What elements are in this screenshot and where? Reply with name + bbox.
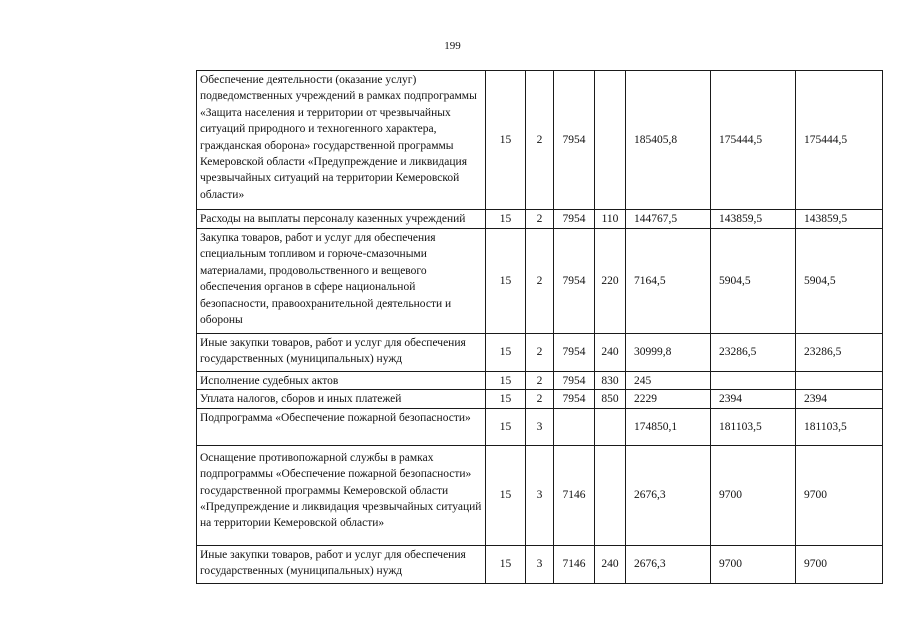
section-code: 15 xyxy=(486,408,526,445)
expense-type-code xyxy=(595,408,626,445)
section-code: 15 xyxy=(486,71,526,210)
section-code: 15 xyxy=(486,334,526,372)
amount-year-1: 185405,8 xyxy=(626,71,711,210)
amount-year-2: 9700 xyxy=(711,545,796,583)
section-code: 15 xyxy=(486,372,526,390)
table-row xyxy=(197,445,883,545)
table-row xyxy=(197,545,883,583)
subsection-code: 2 xyxy=(526,390,554,408)
amount-year-2: 2394 xyxy=(711,390,796,408)
expense-type-code: 240 xyxy=(595,334,626,372)
amount-year-3: 175444,5 xyxy=(796,71,883,210)
table-row xyxy=(197,372,883,390)
target-code: 7954 xyxy=(554,210,595,229)
amount-year-1: 245 xyxy=(626,372,711,390)
amount-year-3: 5904,5 xyxy=(796,229,883,334)
target-code: 7146 xyxy=(554,445,595,545)
row-name: Обеспечение деятельности (оказание услуг) подведомственных учреждений в рамках подпрограммы «Защита населения и территории от чрезвычайных ситуаций природного и техногенного характера, гражданская оборона» государственной программы Кемеровской области «Предупреждение и ликвидация чрезвычайных ситуаций на территории Кемеровской области» xyxy=(197,71,486,210)
subsection-code: 3 xyxy=(526,445,554,545)
expense-type-code: 240 xyxy=(595,545,626,583)
section-code: 15 xyxy=(486,390,526,408)
table-row xyxy=(197,71,883,210)
table-row xyxy=(197,210,883,229)
table-row xyxy=(197,334,883,372)
amount-year-2: 9700 xyxy=(711,445,796,545)
subsection-code: 3 xyxy=(526,408,554,445)
amount-year-1: 2229 xyxy=(626,390,711,408)
page-number: 199 xyxy=(444,40,461,52)
target-code: 7954 xyxy=(554,334,595,372)
amount-year-1: 174850,1 xyxy=(626,408,711,445)
subsection-code: 3 xyxy=(526,545,554,583)
row-name: Оснащение противопожарной службы в рамках подпрограммы «Обеспечение пожарной безопасности» государственной программы Кемеровской области «Предупреждение и ликвидация чрезвычайных ситуаций на территории Кемеровской области» xyxy=(197,445,486,545)
amount-year-3: 181103,5 xyxy=(796,408,883,445)
amount-year-3: 9700 xyxy=(796,545,883,583)
row-name: Уплата налогов, сборов и иных платежей xyxy=(197,390,486,408)
amount-year-2 xyxy=(711,372,796,390)
target-code: 7146 xyxy=(554,545,595,583)
section-code: 15 xyxy=(486,210,526,229)
expense-type-code: 850 xyxy=(595,390,626,408)
subsection-code: 2 xyxy=(526,210,554,229)
target-code: 7954 xyxy=(554,390,595,408)
amount-year-3: 23286,5 xyxy=(796,334,883,372)
table-row xyxy=(197,408,883,445)
row-name: Закупка товаров, работ и услуг для обеспечения специальным топливом и горюче-смазочными материалами, продовольственного и вещевого обеспечения органов в сфере национальной безопасности, правоохранительной деятельности и обороны xyxy=(197,229,486,334)
section-code: 15 xyxy=(486,545,526,583)
row-name: Иные закупки товаров, работ и услуг для обеспечения государственных (муниципальных) нужд xyxy=(197,545,486,583)
row-name: Подпрограмма «Обеспечение пожарной безопасности» xyxy=(197,408,486,445)
target-code: 7954 xyxy=(554,372,595,390)
expense-type-code xyxy=(595,445,626,545)
amount-year-3 xyxy=(796,372,883,390)
table-row xyxy=(197,390,883,408)
amount-year-2: 23286,5 xyxy=(711,334,796,372)
amount-year-1: 144767,5 xyxy=(626,210,711,229)
section-code: 15 xyxy=(486,445,526,545)
table-row xyxy=(197,229,883,334)
target-code xyxy=(554,408,595,445)
amount-year-1: 30999,8 xyxy=(626,334,711,372)
amount-year-1: 7164,5 xyxy=(626,229,711,334)
amount-year-3: 2394 xyxy=(796,390,883,408)
amount-year-2: 5904,5 xyxy=(711,229,796,334)
amount-year-2: 143859,5 xyxy=(711,210,796,229)
amount-year-3: 143859,5 xyxy=(796,210,883,229)
amount-year-2: 181103,5 xyxy=(711,408,796,445)
budget-table xyxy=(196,70,883,584)
target-code: 7954 xyxy=(554,71,595,210)
subsection-code: 2 xyxy=(526,229,554,334)
subsection-code: 2 xyxy=(526,334,554,372)
amount-year-3: 9700 xyxy=(796,445,883,545)
section-code: 15 xyxy=(486,229,526,334)
expense-type-code: 220 xyxy=(595,229,626,334)
expense-type-code xyxy=(595,71,626,210)
row-name: Исполнение судебных актов xyxy=(197,372,486,390)
expense-type-code: 110 xyxy=(595,210,626,229)
amount-year-1: 2676,3 xyxy=(626,445,711,545)
subsection-code: 2 xyxy=(526,71,554,210)
target-code: 7954 xyxy=(554,229,595,334)
subsection-code: 2 xyxy=(526,372,554,390)
row-name: Иные закупки товаров, работ и услуг для обеспечения государственных (муниципальных) нужд xyxy=(197,334,486,372)
amount-year-1: 2676,3 xyxy=(626,545,711,583)
row-name: Расходы на выплаты персоналу казенных учреждений xyxy=(197,210,486,229)
expense-type-code: 830 xyxy=(595,372,626,390)
amount-year-2: 175444,5 xyxy=(711,71,796,210)
